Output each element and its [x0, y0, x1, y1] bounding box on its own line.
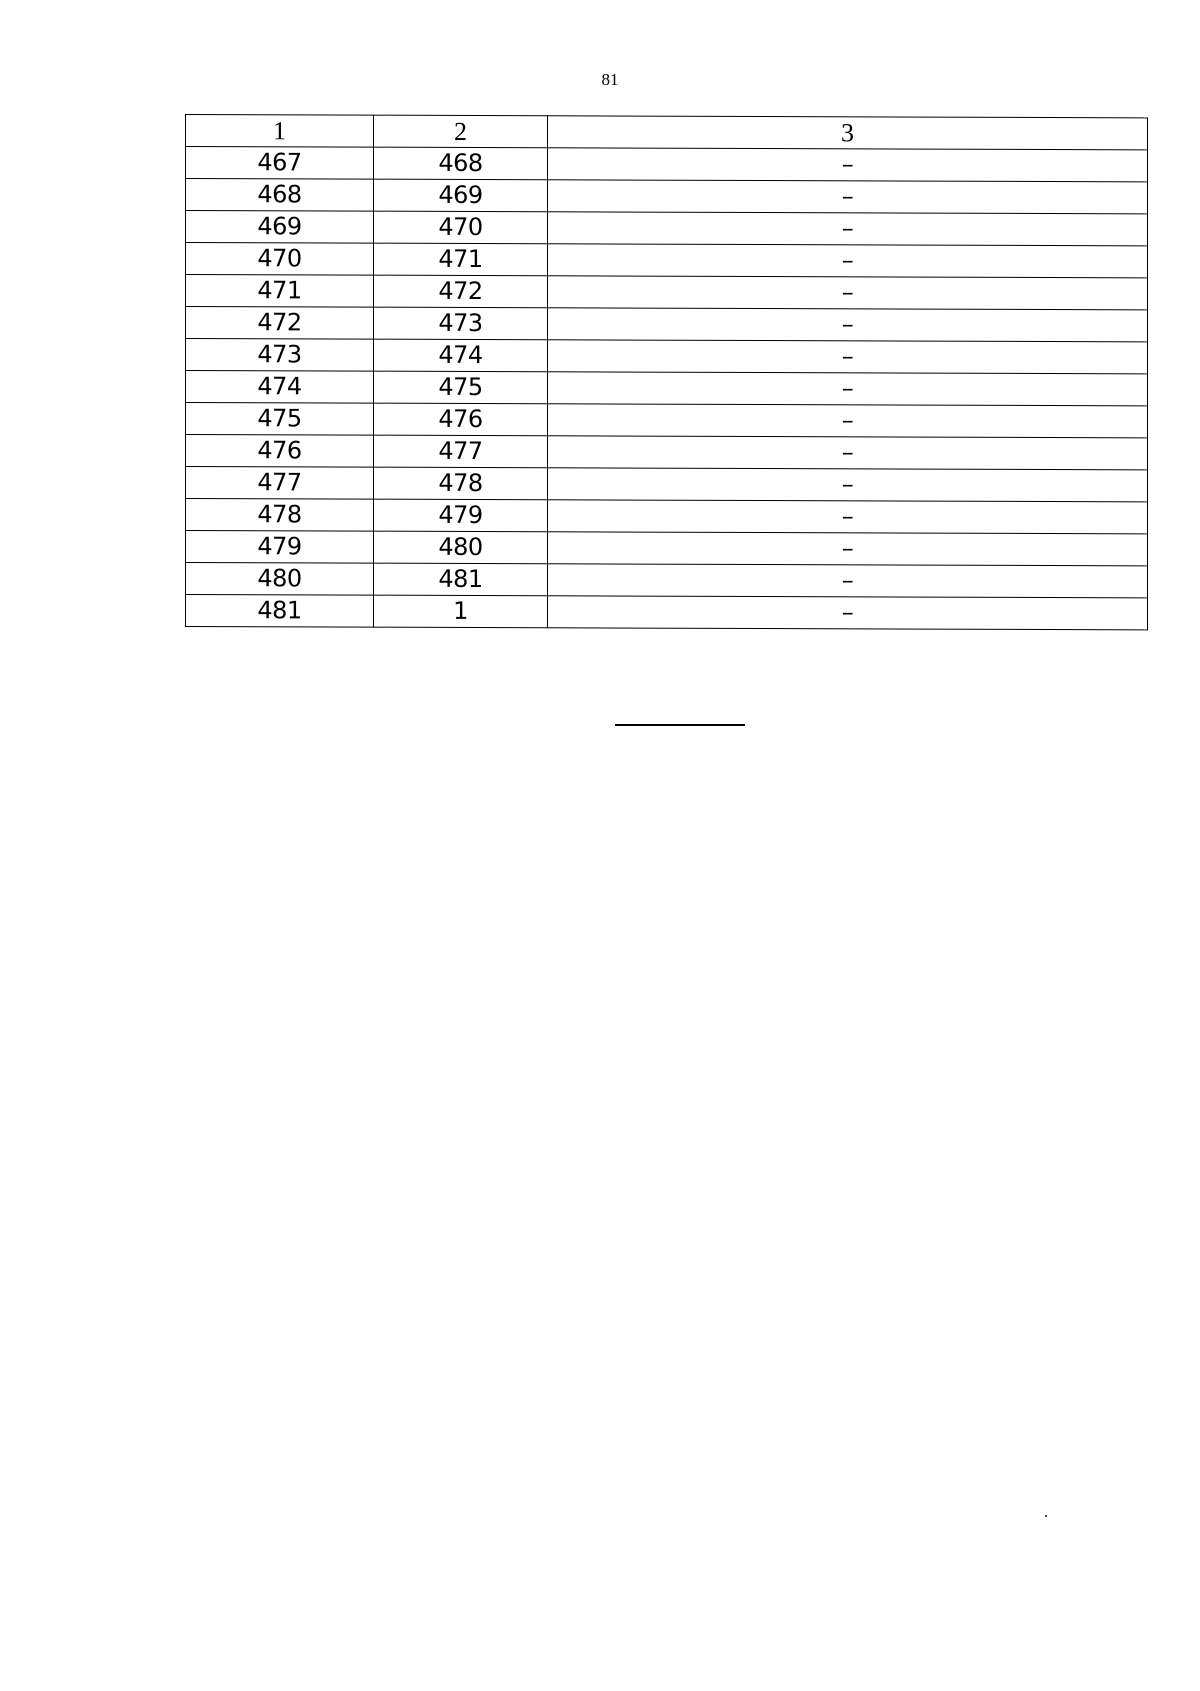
table-row	[186, 179, 1148, 214]
table-row	[186, 563, 1148, 598]
table-cell: –	[548, 564, 1148, 598]
table-cell: 472	[374, 275, 548, 308]
data-table	[185, 114, 1148, 630]
table-cell: 478	[186, 499, 374, 532]
table-row	[186, 275, 1148, 310]
table-cell: 475	[186, 403, 374, 436]
table-cell: 474	[186, 371, 374, 404]
table-cell: 474	[374, 339, 548, 372]
table-cell: –	[548, 180, 1148, 214]
table-cell: 469	[374, 179, 548, 212]
table-row	[186, 243, 1148, 278]
table-cell: –	[548, 436, 1148, 470]
table-row	[186, 403, 1148, 438]
table-row	[186, 339, 1148, 374]
table-row	[186, 595, 1148, 630]
table-cell: –	[548, 308, 1148, 342]
table-row	[186, 371, 1148, 406]
table-cell: 471	[374, 243, 548, 276]
table-cell: 479	[374, 499, 548, 532]
table-cell: 470	[374, 211, 548, 244]
scan-speck	[1045, 1515, 1047, 1517]
table-cell: 472	[186, 307, 374, 340]
table-cell: 468	[186, 179, 374, 212]
column-header-2: 2	[374, 115, 548, 148]
table-row	[186, 531, 1148, 566]
table-cell: 468	[374, 147, 548, 180]
table-cell: 480	[374, 531, 548, 564]
table-cell: 476	[186, 435, 374, 468]
table-cell: 479	[186, 531, 374, 564]
table-cell: –	[548, 212, 1148, 246]
table-row	[186, 435, 1148, 470]
table-cell: –	[548, 596, 1148, 630]
table-cell: 1	[374, 595, 548, 628]
table-cell: 481	[186, 595, 374, 628]
table-cell: –	[548, 372, 1148, 406]
page-number: 81	[601, 70, 619, 89]
table-cell: –	[548, 148, 1148, 182]
end-of-document-rule	[615, 724, 745, 726]
table-row	[186, 147, 1148, 182]
table-cell: 478	[374, 467, 548, 500]
table-cell: –	[548, 468, 1148, 502]
table-cell: –	[548, 404, 1148, 438]
table-cell: –	[548, 244, 1148, 278]
table-row	[186, 467, 1148, 502]
table-cell: –	[548, 532, 1148, 566]
table-cell: 467	[186, 147, 374, 180]
table-cell: –	[548, 340, 1148, 374]
table-body	[186, 115, 1148, 630]
column-header-1: 1	[186, 115, 374, 148]
table-cell: 477	[186, 467, 374, 500]
table-row	[186, 307, 1148, 342]
table-cell: 480	[186, 563, 374, 596]
table-cell: 473	[374, 307, 548, 340]
column-header-3: 3	[548, 116, 1148, 150]
table-row	[186, 211, 1148, 246]
table-cell: –	[548, 500, 1148, 534]
table-cell: 473	[186, 339, 374, 372]
table-row	[186, 499, 1148, 534]
table-cell: 470	[186, 243, 374, 276]
table-header-row	[186, 115, 1148, 150]
table-cell: 469	[186, 211, 374, 244]
table-cell: 471	[186, 275, 374, 308]
table-cell: 475	[374, 371, 548, 404]
table-cell: 481	[374, 563, 548, 596]
table-cell: 477	[374, 435, 548, 468]
table-cell: 476	[374, 403, 548, 436]
table-cell: –	[548, 276, 1148, 310]
